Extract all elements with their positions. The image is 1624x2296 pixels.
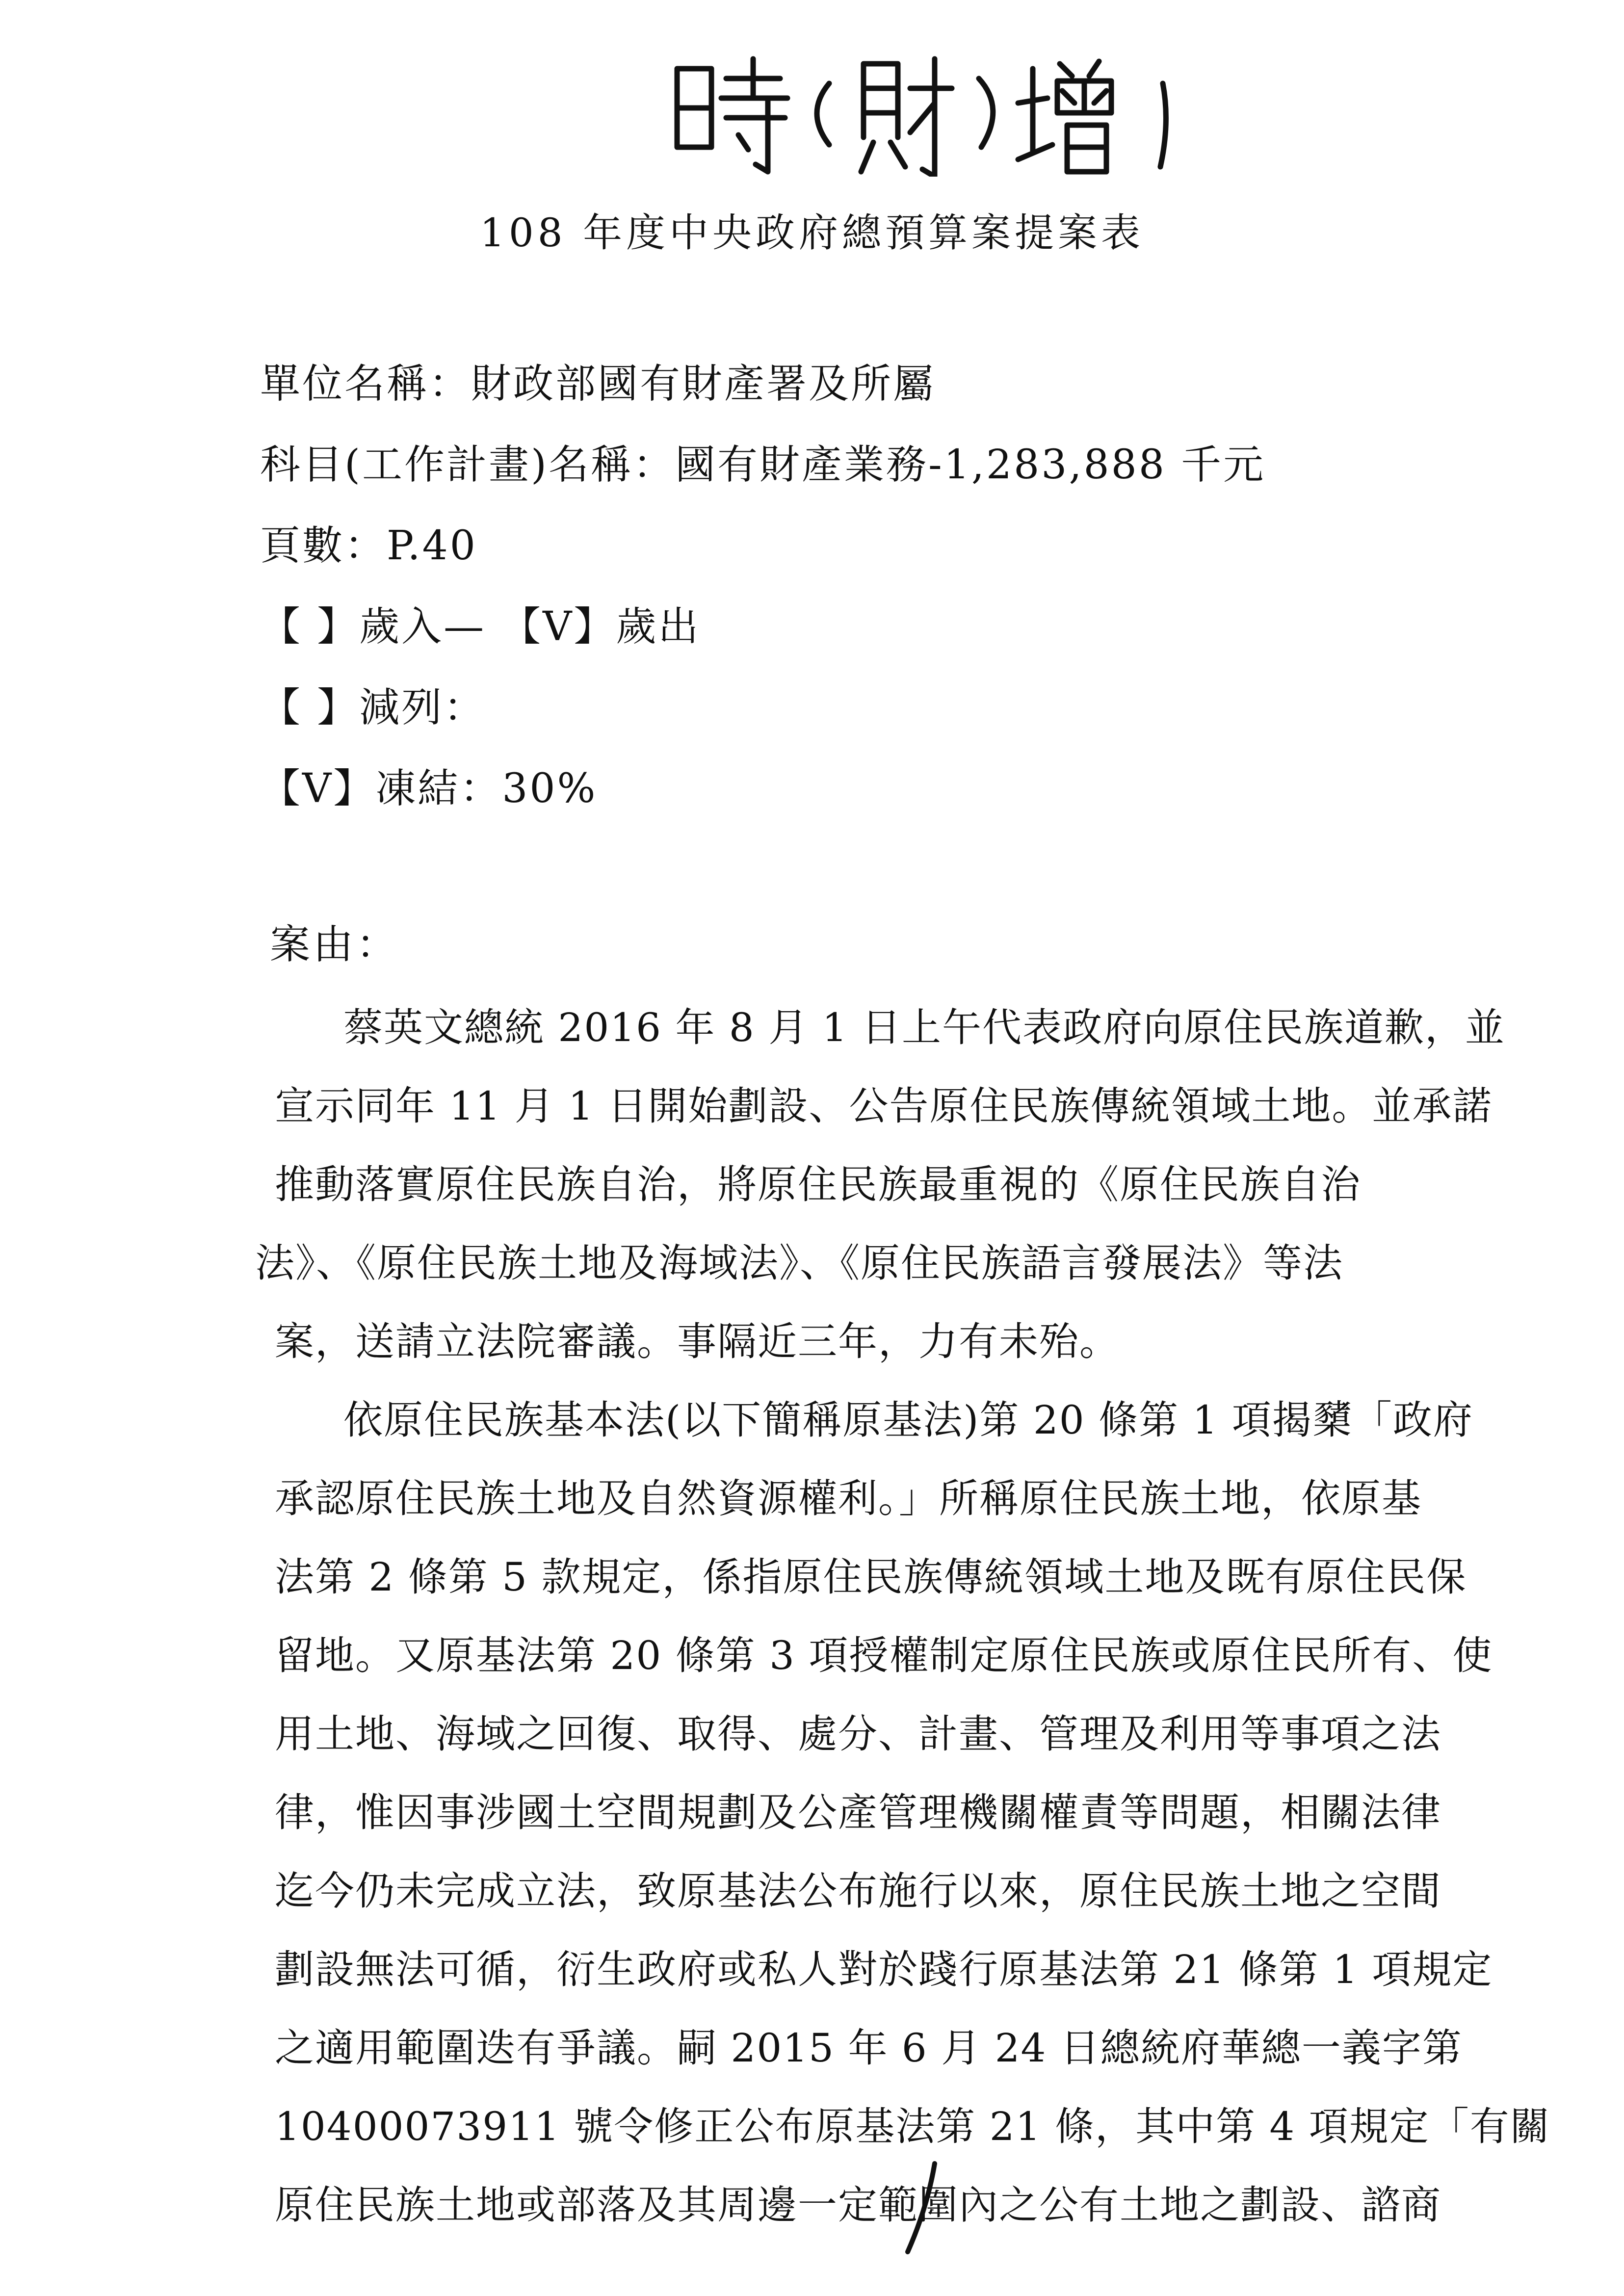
paragraph-line: 劃設無法可循，衍生政府或私人對於踐行原基法第 21 條第 1 項規定 [275,1947,1493,1992]
paragraph-line: 原住民族土地或部落及其周邊一定範圍內之公有土地之劃設、諮商 [275,2182,1441,2228]
unit-name: 單位名稱：財政部國有財產署及所屬 [260,361,936,407]
freeze-option: 【V】凍結：30% [260,765,598,812]
handwritten-note [667,49,1256,177]
paragraph-line: 用土地、海域之回復、取得、處分、計畫、管理及利用等事項之法 [275,1711,1441,1757]
reason-heading: 案由： [270,921,400,968]
paragraph-line: 承認原住民族土地及自然資源權利。」所稱原住民族土地，依原基 [275,1476,1422,1521]
reduction-option: 【 】減列： [260,684,486,731]
paragraph-line: 之適用範圍迭有爭議。嗣 2015 年 6 月 24 日總統府華總一義字第 [275,2025,1463,2071]
paragraph-line: 留地。又原基法第 20 條第 3 項授權制定原住民族或原住民所有、使 [275,1633,1493,1678]
revenue-expense-option: 【 】歲入— 【V】歲出 [260,603,701,650]
paragraph-line: 10400073911 號令修正公布原基法第 21 條，其中第 4 項規定「有關 [275,2104,1550,2149]
paragraph-line: 律，惟因事涉國土空間規劃及公產管理機關權責等問題，相關法律 [275,1790,1441,1835]
paragraph-line: 法第 2 條第 5 款規定，係指原住民族傳統領域土地及既有原住民保 [275,1554,1467,1600]
paragraph-line: 依原住民族基本法(以下簡稱原基法)第 20 條第 1 項揭櫫「政府 [343,1397,1473,1443]
paragraph-line: 宣示同年 11 月 1 日開始劃設、公告原住民族傳統領域土地。並承諾 [275,1083,1493,1129]
paragraph-line: 迄今仍未完成立法，致原基法公布施行以來，原住民族土地之空間 [275,1868,1441,1914]
paragraph-line: 法》、《原住民族土地及海域法》、《原住民族語言發展法》等法 [255,1240,1343,1286]
paragraph-line: 案，送請立法院審議。事隔近三年，力有未殆。 [275,1319,1120,1364]
subject-name: 科目(工作計畫)名稱：國有財產業務-1,283,888 千元 [260,442,1266,488]
proposal-meta [260,343,1438,829]
paragraph-line: 蔡英文總統 2016 年 8 月 1 日上午代表政府向原住民族道歉，並 [343,1005,1505,1050]
document-title: 108 年度中央政府總預算案提案表 [479,210,1145,256]
page-number [888,2159,957,2257]
page-reference: 頁數：P.40 [260,522,477,569]
paragraph-line: 推動落實原住民族自治，將原住民族最重視的《原住民族自治 [275,1162,1361,1207]
